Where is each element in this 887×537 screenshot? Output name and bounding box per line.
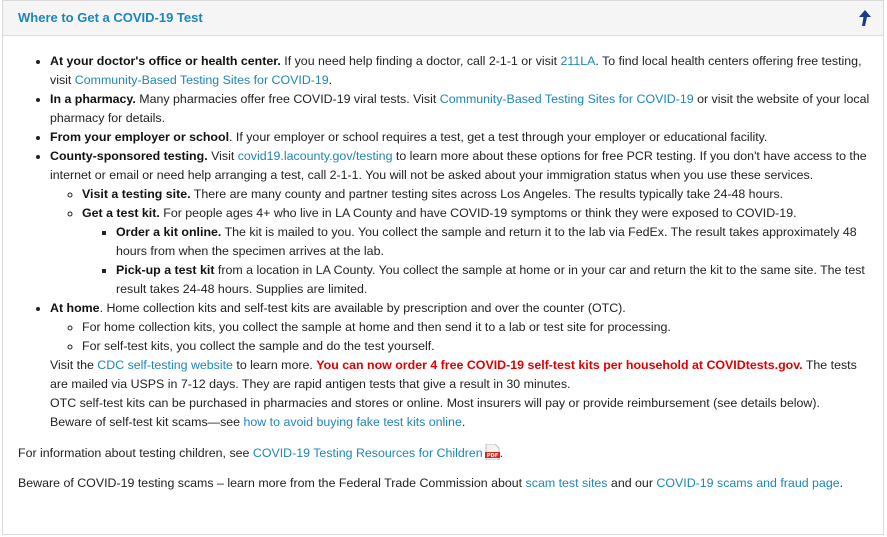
testing-options-list [18, 52, 873, 356]
doctor-text-3: . [328, 73, 333, 87]
county-heading: County-sponsored testing. [50, 149, 208, 163]
list-item-testing-site [82, 185, 873, 204]
list-item-county [50, 147, 873, 299]
free-kits-notice: You can now order 4 free COVID-19 self-test kits per household at COVIDtests.gov. [316, 358, 803, 372]
testing-panel [2, 0, 884, 535]
pdf-icon[interactable] [485, 444, 500, 460]
testing-site-heading: Visit a testing site. [82, 187, 191, 201]
list-item-test-kit [82, 204, 873, 299]
pharmacy-text-2: or visit the website of your local pharmacy for details. [50, 92, 870, 125]
cdc-paragraph [50, 356, 873, 394]
link-211la[interactable]: 211LA [560, 54, 596, 68]
learn-text: to learn more. [232, 358, 317, 372]
pharmacy-heading: In a pharmacy. [50, 92, 136, 106]
county-text: Visit [207, 149, 238, 163]
testing-site-text: There are many county and partner testing sites across Los Angeles. The results typically take 24-48 hours. [190, 187, 784, 201]
link-community-sites-1[interactable]: Community-Based Testing Sites for COVID-19 [74, 73, 329, 87]
beware-end: . [461, 415, 466, 429]
doctor-text-2: . To find local health centers offering free testing, visit [50, 54, 862, 87]
children-end: . [499, 446, 504, 460]
link-community-sites-2[interactable]: Community-Based Testing Sites for COVID-19 [439, 92, 694, 106]
list-item-home [50, 299, 873, 356]
home-testing-details [18, 356, 873, 432]
children-paragraph [18, 444, 873, 463]
scams-text: Beware of COVID-19 testing scams – learn more from the Federal Trade Commission about [18, 476, 526, 490]
link-fake-test-kits[interactable]: how to avoid buying fake test kits online [243, 415, 462, 429]
link-cdc-self-testing[interactable]: CDC self-testing website [97, 358, 233, 372]
scams-end: . [839, 476, 844, 490]
svg-text:PDF: PDF [486, 453, 498, 459]
home-text: . Home collection kits and self-test kits are available by prescription and over the counter (OTC). [99, 301, 626, 315]
list-item-employer [50, 128, 873, 147]
employer-text: . If your employer or school requires a test, get a test through your employer or educational facility. [229, 130, 768, 144]
doctor-text: If you need help finding a doctor, call 2-1-1 or visit [280, 54, 561, 68]
link-scam-test-sites[interactable]: scam test sites [525, 476, 608, 490]
section-header[interactable] [3, 1, 883, 36]
pickup-heading: Pick-up a test kit [116, 263, 215, 277]
scams-text-2: and our [607, 476, 657, 490]
doctor-heading: At your doctor's office or health center. [50, 54, 281, 68]
test-kit-text: For people ages 4+ who live in LA County and have COVID-19 symptoms or think they were exposed to COVID-19. [159, 206, 797, 220]
link-lacounty-testing[interactable]: covid19.lacounty.gov/testing [237, 149, 393, 163]
county-sublist [50, 185, 873, 299]
tests-text: The tests are mailed via USPS in 7-12 days. They are rapid antigen tests that give a result in 30 minutes. [50, 358, 857, 391]
link-children-resources[interactable]: COVID-19 Testing Resources for Children [252, 446, 483, 460]
list-item-doctor [50, 52, 873, 90]
list-item-pickup [116, 261, 873, 299]
scams-paragraph [18, 474, 873, 493]
home-sublist [50, 318, 873, 356]
beware-text: Beware of self-test kit scams—see [50, 415, 244, 429]
home-heading: At home [50, 301, 100, 315]
section-title: Where to Get a COVID-19 Test [18, 10, 203, 25]
beware-paragraph [50, 413, 873, 432]
employer-heading: From your employer or school [50, 130, 230, 144]
list-item-pharmacy [50, 90, 873, 128]
order-online-text: The kit is mailed to you. You collect the sample and return it to the lab via FedEx. The result takes approximately 48 hours from when the specimen arrives at the lab. [116, 225, 857, 258]
list-item-home-collection: ◦ For home collection kits, you collect the sample at home and then send it to a lab or test site for processing. [82, 318, 873, 337]
list-item-order-online [116, 223, 873, 261]
list-item-self-test: ◦ For self-test kits, you collect the sample and do the test yourself. [82, 337, 873, 356]
children-text: For information about testing children, see [18, 446, 253, 460]
pickup-text: from a location in LA County. You collect the sample at home or in your car and return the kit to the same site. The test result takes 24-48 hours. Supplies are limited. [116, 263, 865, 296]
test-kit-heading: Get a test kit. [82, 206, 160, 220]
pharmacy-text: Many pharmacies offer free COVID-19 viral tests. Visit [135, 92, 440, 106]
otc-paragraph: OTC self-test kits can be purchased in pharmacies and stores or online. Most insurers will pay or provide reimbursement (see details below). [50, 396, 820, 410]
section-content [3, 36, 883, 493]
link-covid-scams-fraud[interactable]: COVID-19 scams and fraud page [656, 476, 840, 490]
test-kit-sublist [82, 223, 873, 299]
order-online-heading: Order a kit online. [116, 225, 222, 239]
county-text-2: to learn more about these options for free PCR testing. If you don't have access to the internet or email or need help arranging a test, call 2-1-1. You will not be asked about your immigration status when you use these services. [50, 149, 867, 182]
up-arrow-icon[interactable] [857, 9, 873, 27]
visit-text: Visit the [50, 358, 98, 372]
